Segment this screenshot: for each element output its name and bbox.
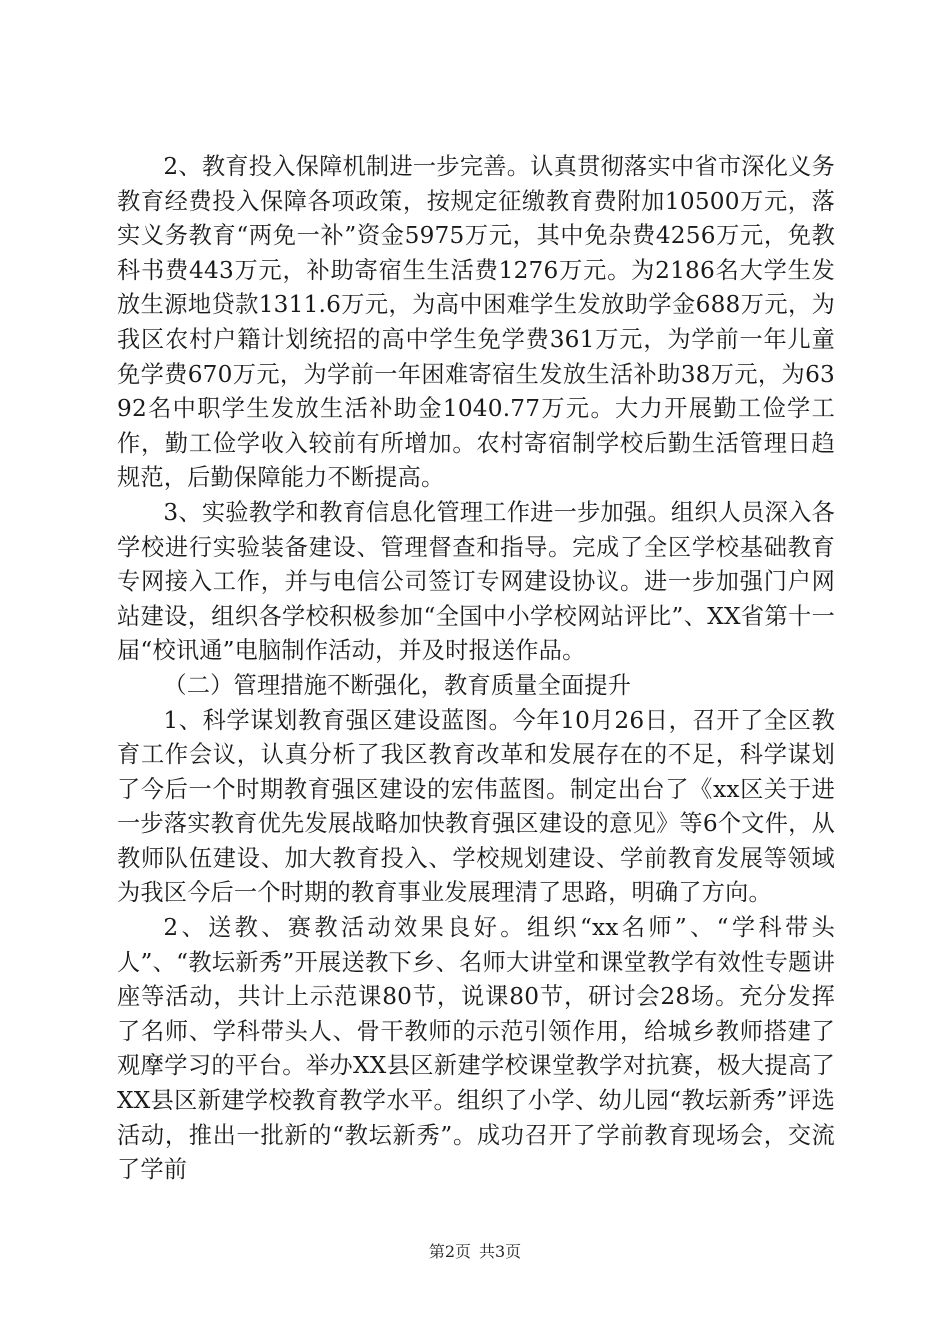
paragraph-experimental-teaching: 3、实验教学和教育信息化管理工作进一步加强。组织人员深入各学校进行实验装备建设、管理督查和指导。完成了全区学校基础教育专网接入工作，并与电信公司签订专网建设协议。进一步加强门户网站建设，组织各学校积极参加“全国中小学校网站评比”、XX省第十一届“校讯通”电脑制作活动，并及时报送作品。 — [117, 498, 835, 665]
page-footer — [0, 1242, 950, 1262]
page-number-total: 共3页 — [479, 1242, 522, 1261]
paragraph-education-blueprint: 1、科学谋划教育强区建设蓝图。今年10月26日，召开了全区教育工作会议，认真分析了我区教育改革和发展存在的不足，科学谋划了今后一个时期教育强区建设的宏伟蓝图。制定出台了《xx区关于进一步落实教育优先发展战略加快教育强区建设的意见》等6个文件，从教师队伍建设、加大教育投入、学校规划建设、学前教育发展等领域为我区今后一个时期的教育事业发展理清了思路，明确了方向。 — [117, 706, 835, 907]
section-heading-management: （二）管理措施不断强化，教育质量全面提升 — [163, 671, 632, 699]
paragraph-teaching-activities: 2、送教、赛教活动效果良好。组织“xx名师”、“学科带头人”、“教坛新秀”开展送教下乡、名师大讲堂和课堂教学有效性专题讲座等活动，共计上示范课80节，说课80节，研讨会28场。充分发挥了名师、学科带头人、骨干教师的示范引领作用，给城乡教师搭建了观摩学习的平台。举办XX县区新建学校课堂教学对抗赛，极大提高了XX县区新建学校教育教学水平。组织了小学、幼儿园“教坛新秀”评选活动，推出一批新的“教坛新秀”。成功召开了学前教育现场会，交流了学前 — [117, 914, 835, 1184]
document-body — [117, 150, 835, 1188]
page-number-current: 第2页 — [428, 1242, 471, 1261]
paragraph-investment-guarantee: 2、教育投入保障机制进一步完善。认真贯彻落实中省市深化义务教育经费投入保障各项政策，按规定征缴教育费附加10500万元，落实义务教育“两免一补”资金5975万元，其中免杂费4256万元，免教科书费443万元，补助寄宿生生活费1276万元。为2186名大学生发放生源地贷款1311.6万元，为高中困难学生发放助学金688万元，为我区农村户籍计划统招的高中学生免学费361万元，为学前一年儿童免学费670万元，为学前一年困难寄宿生发放生活补助38万元，为6392名中职学生发放生活补助金1040.77万元。大力开展勤工俭学工作，勤工俭学收入较前有所增加。农村寄宿制学校后勤生活管理日趋规范，后勤保障能力不断提高。 — [117, 153, 835, 492]
